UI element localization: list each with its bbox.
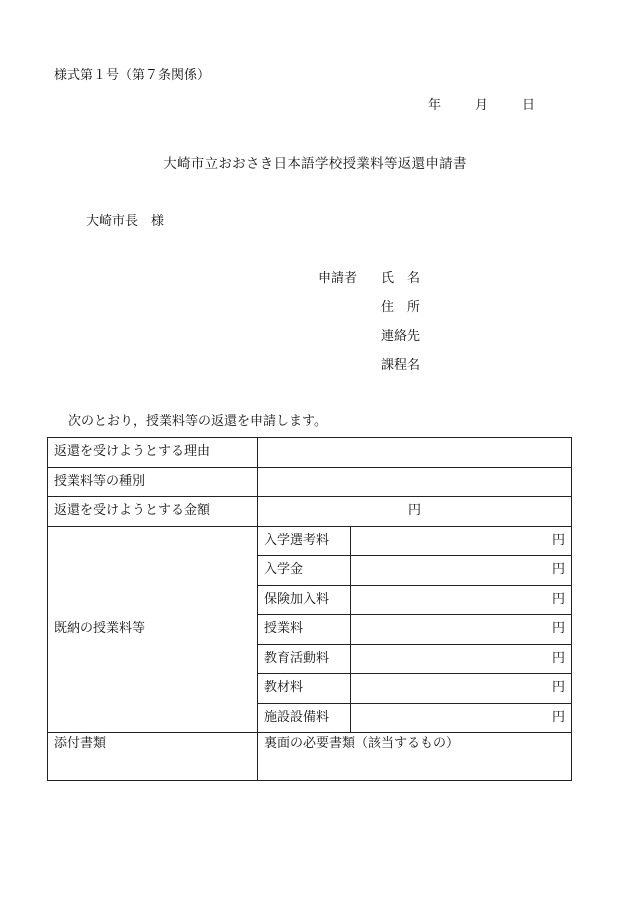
applicant-name-label: 氏 名 [381,271,421,286]
yen-unit: 円 [407,503,421,519]
date-month-label: 月 [475,98,489,113]
applicant-label: 申請者 [318,271,358,286]
refund-amount-value-cell[interactable] [258,497,572,527]
paid-fee-name: 施設設備料 [258,703,351,733]
yen-unit: 円 [551,562,565,578]
reason-value-cell[interactable] [258,438,572,468]
document-title: 大崎市立おおさき日本語学校授業料等返還申請書 [163,156,467,172]
yen-unit: 円 [551,621,565,637]
form-number: 様式第１号（第７条関係） [54,68,211,83]
paid-fee-amount-cell[interactable] [351,556,572,586]
paid-fee-amount-cell[interactable] [351,615,572,645]
paid-fee-amount-cell[interactable] [351,585,572,615]
reason-label: 返還を受けようとする理由 [48,438,258,468]
applicant-address-label: 住 所 [381,300,421,315]
paid-fee-name: 教育活動料 [258,644,351,674]
table-row [48,467,572,497]
paid-fee-amount-cell[interactable] [351,644,572,674]
fee-type-value-cell[interactable] [258,467,572,497]
recipient: 大崎市長 様 [86,214,165,229]
table-row [48,526,572,556]
applicant-course-label: 課程名 [381,358,421,373]
paid-fee-amount-cell[interactable] [351,703,572,733]
date-year-label: 年 [428,98,442,113]
paid-fee-name: 保険加入料 [258,585,351,615]
paid-fee-name: 入学金 [258,556,351,586]
paid-fee-name: 入学選考料 [258,526,351,556]
refund-amount-label: 返還を受けようとする金額 [48,497,258,527]
paid-fees-label: 既納の授業料等 [48,526,258,733]
applicant-contact-label: 連絡先 [381,329,421,344]
table-row [48,497,572,527]
attachments-label: 添付書類 [48,733,258,781]
intro-text: 次のとおり，授業料等の返還を申請します。 [68,414,327,429]
yen-unit: 円 [551,680,565,696]
paid-fee-name: 教材料 [258,674,351,704]
table-row [48,438,572,468]
table-row [48,733,572,781]
yen-unit: 円 [551,650,565,666]
paid-fee-name: 授業料 [258,615,351,645]
yen-unit: 円 [551,709,565,725]
date-day-label: 日 [522,98,536,113]
paid-fee-amount-cell[interactable] [351,674,572,704]
yen-unit: 円 [551,532,565,548]
fee-type-label: 授業料等の種別 [48,467,258,497]
paid-fee-amount-cell[interactable] [351,526,572,556]
refund-application-table [47,437,572,781]
yen-unit: 円 [551,591,565,607]
attachments-value: 裏面の必要書類（該当するもの） [258,733,572,781]
